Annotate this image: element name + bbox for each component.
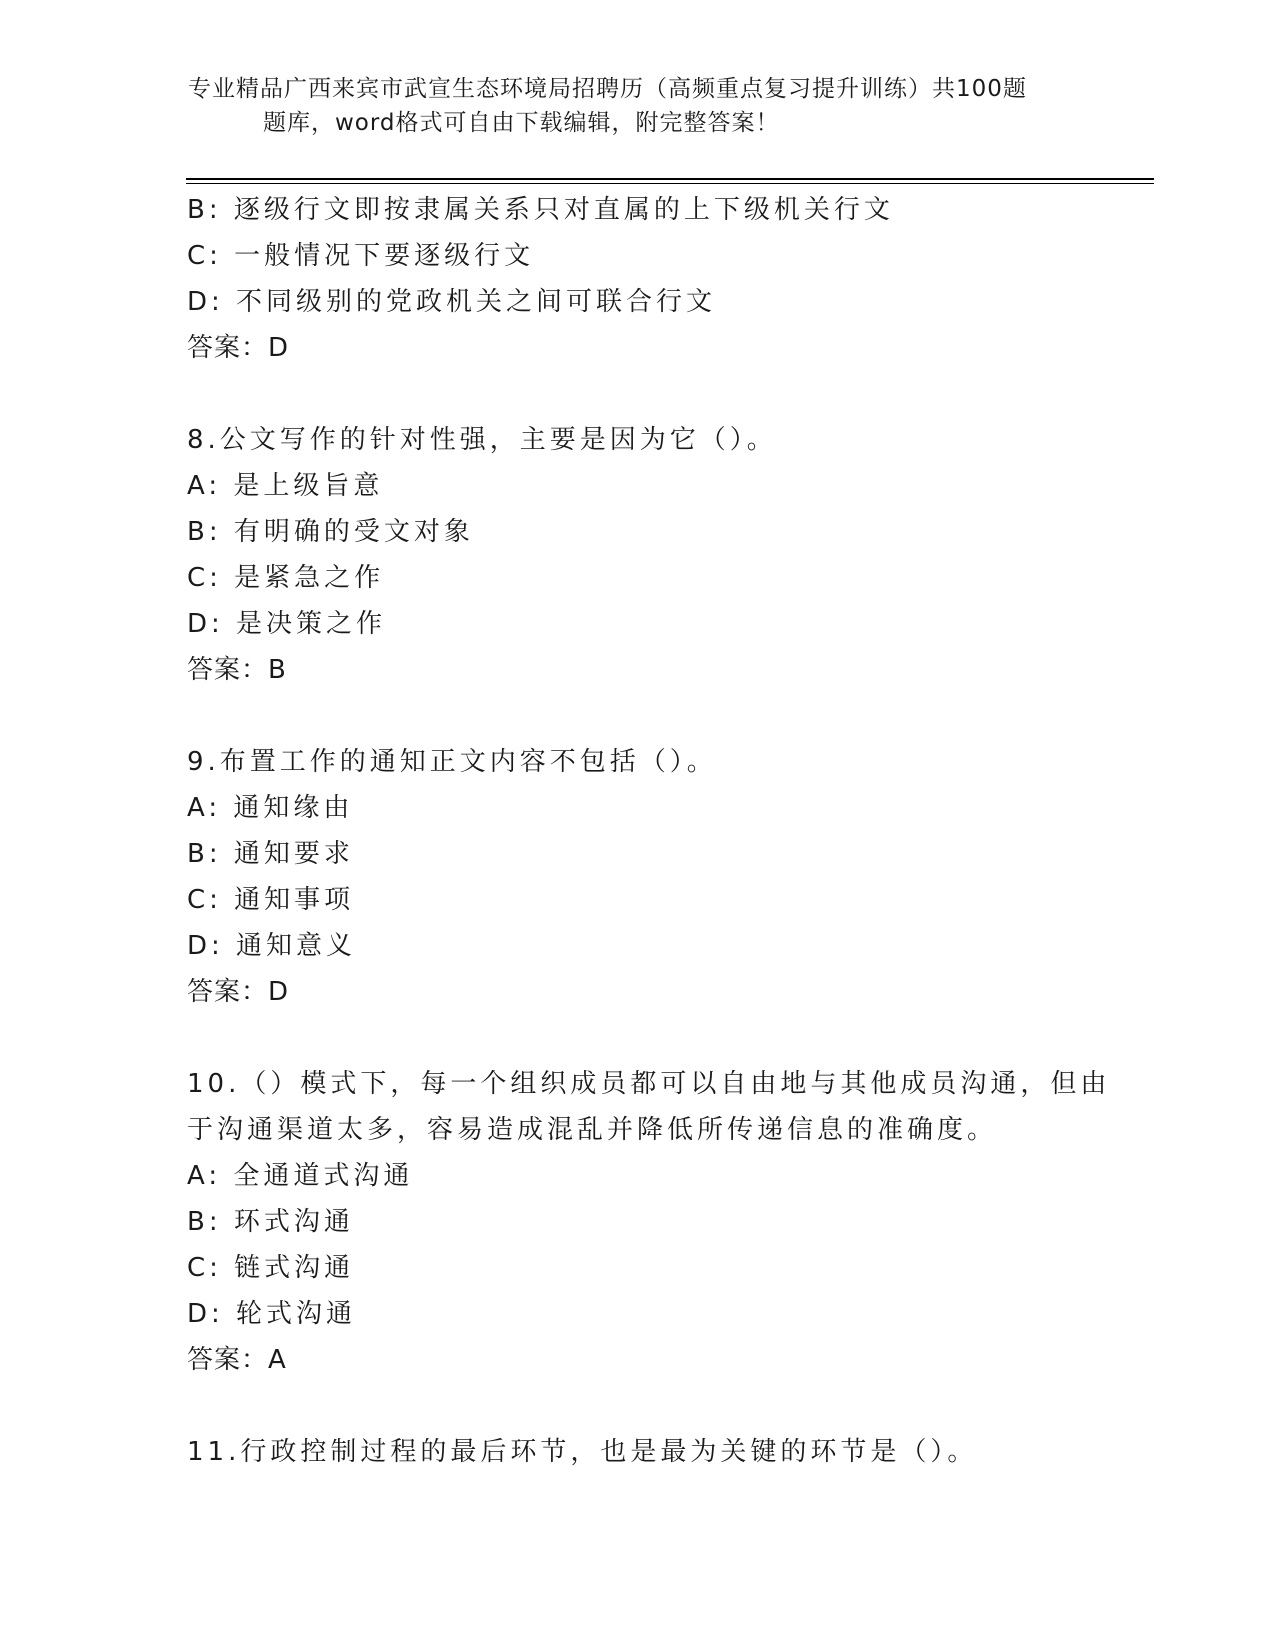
question-text: 9.布置工作的通知正文内容不包括（）。 bbox=[187, 747, 717, 777]
option-c: C: 链式沟通 bbox=[187, 1253, 355, 1283]
question-text-line2: 于沟通渠道太多，容易造成混乱并降低所传递信息的准确度。 bbox=[187, 1115, 998, 1145]
header-divider-thick bbox=[186, 178, 1154, 180]
header-divider-thin bbox=[186, 183, 1154, 184]
option-a: A: 是上级旨意 bbox=[187, 471, 384, 501]
answer-line: 答案：D bbox=[187, 977, 290, 1007]
spacer bbox=[187, 371, 1087, 417]
option-b: B: 有明确的受文对象 bbox=[187, 517, 474, 547]
header-title-line1: 专业精品广西来宾市武宣生态环境局招聘历（高频重点复习提升训练）共100题 bbox=[188, 76, 1027, 102]
answer-line: 答案：A bbox=[187, 1345, 287, 1375]
question-block-10 bbox=[187, 1061, 1111, 1383]
spacer bbox=[187, 1015, 1087, 1061]
spacer bbox=[187, 693, 1087, 739]
document-header bbox=[188, 72, 1068, 140]
option-a: A: 通知缘由 bbox=[187, 793, 354, 823]
option-b: B: 逐级行文即按隶属关系只对直属的上下级机关行文 bbox=[187, 195, 894, 225]
question-text: 8.公文写作的针对性强，主要是因为它（）。 bbox=[187, 425, 777, 455]
option-b: B: 通知要求 bbox=[187, 839, 354, 869]
option-a: A: 全通道式沟通 bbox=[187, 1161, 414, 1191]
question-block-11 bbox=[187, 1429, 1087, 1475]
question-block-9 bbox=[187, 739, 1087, 1015]
option-d: D: 不同级别的党政机关之间可联合行文 bbox=[187, 287, 717, 317]
option-d: D: 是决策之作 bbox=[187, 609, 387, 639]
option-d: D: 轮式沟通 bbox=[187, 1299, 357, 1329]
question-text: 11.行政控制过程的最后环节，也是最为关键的环节是（）。 bbox=[187, 1437, 978, 1467]
question-text-line1: 10.（）模式下，每一个组织成员都可以自由地与其他成员沟通，但由 bbox=[187, 1069, 1111, 1099]
spacer bbox=[187, 1383, 1087, 1429]
option-c: C: 通知事项 bbox=[187, 885, 355, 915]
header-title-line2: 题库，word格式可自由下载编辑，附完整答案！ bbox=[263, 110, 780, 136]
option-c: C: 是紧急之作 bbox=[187, 563, 385, 593]
option-d: D: 通知意义 bbox=[187, 931, 357, 961]
document-body bbox=[187, 187, 1111, 1475]
question-block-8 bbox=[187, 417, 1087, 693]
answer-line: 答案：B bbox=[187, 655, 287, 685]
answer-line: 答案：D bbox=[187, 333, 290, 363]
question-block-7 bbox=[187, 187, 1087, 371]
option-b: B: 环式沟通 bbox=[187, 1207, 354, 1237]
option-c: C: 一般情况下要逐级行文 bbox=[187, 241, 535, 271]
